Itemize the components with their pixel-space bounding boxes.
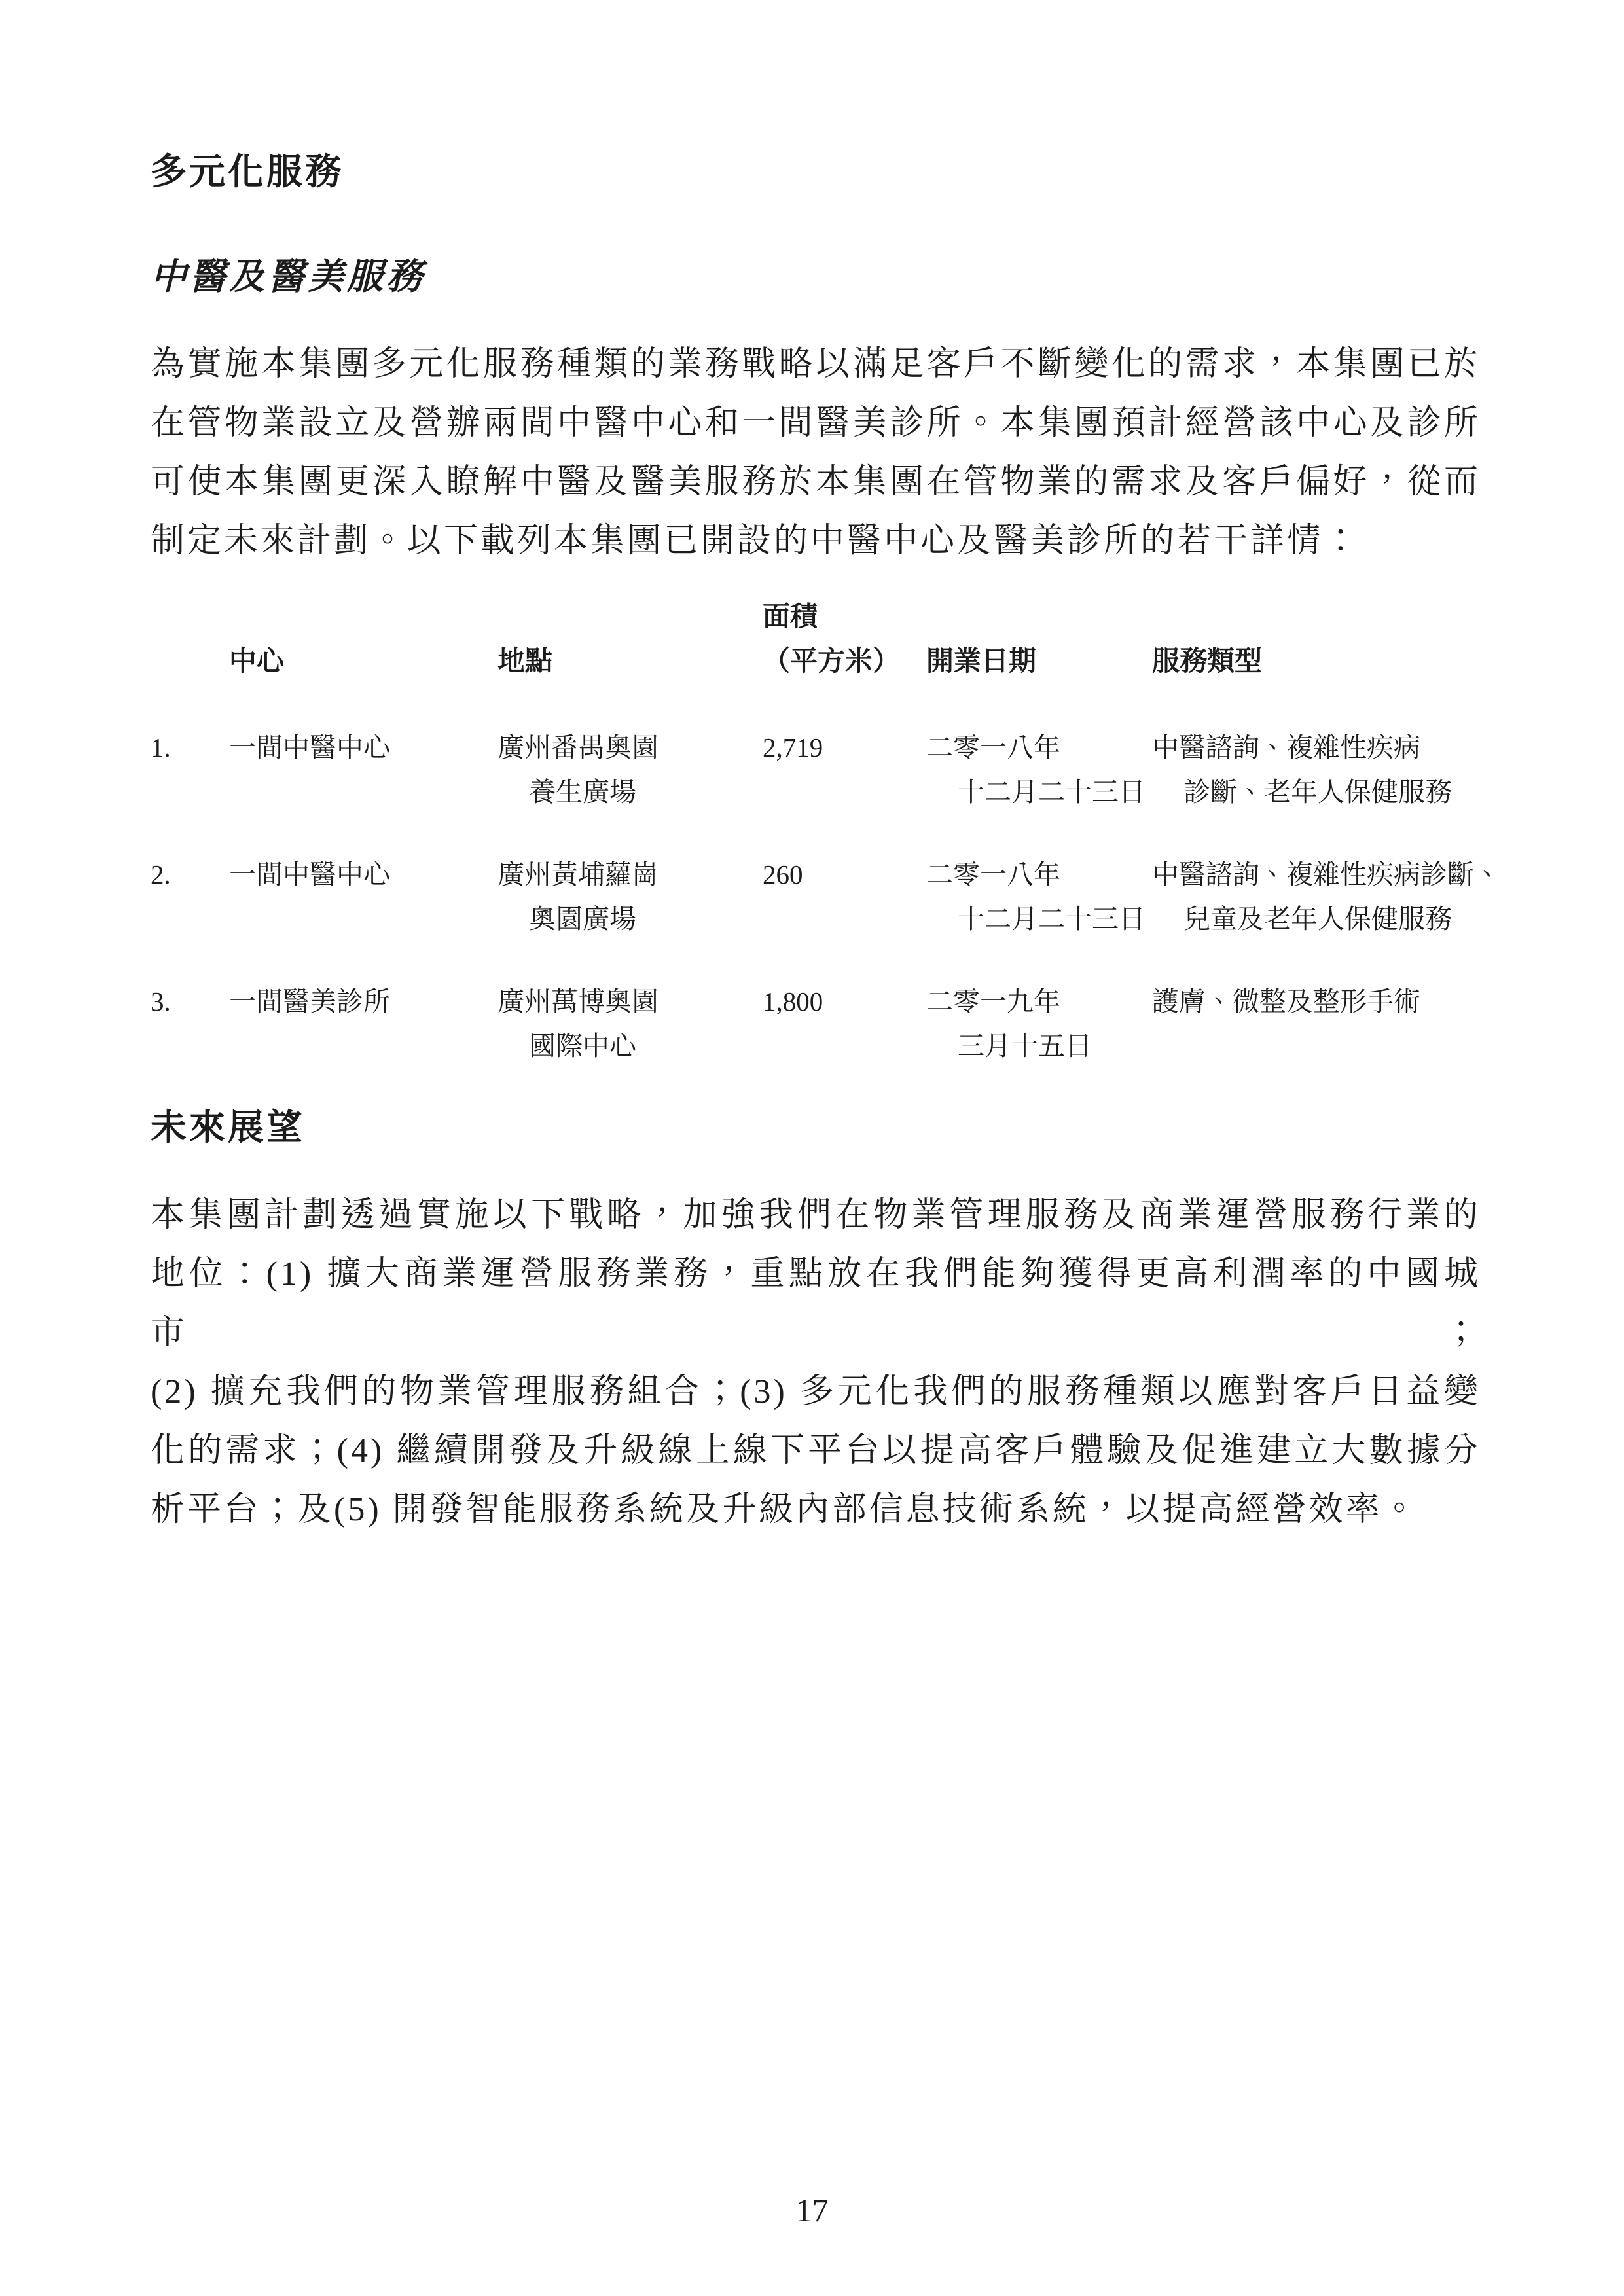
row-location-line-2: 奧園廣場 <box>529 904 636 934</box>
row-location <box>497 852 763 941</box>
row-location-line-2: 養生廣場 <box>529 777 636 807</box>
header-open-date: 開業日期 <box>926 645 1037 676</box>
page-content <box>151 151 1501 1563</box>
intro-paragraph <box>151 335 1481 571</box>
row-services-line-2: 兒童及老年人保健服務 <box>1183 904 1452 934</box>
row-services-line-1: 中醫諮詢、複雜性疾病診斷、 <box>1152 859 1501 889</box>
row-services-line-2: 診斷、老年人保健服務 <box>1183 777 1452 807</box>
row-open-date <box>926 979 1152 1068</box>
row-location-line-1: 廣州黃埔蘿崗 <box>497 859 659 889</box>
header-service-type: 服務類型 <box>1152 645 1263 676</box>
row-services-line-1: 中醫諮詢、複雜性疾病 <box>1152 732 1420 762</box>
outlook-paragraph-line-5: 析平台；及(5) 開發智能服務系統及升級內部信息技術系統，以提高經營效率。 <box>151 1491 1419 1528</box>
row-center: 一間中醫中心 <box>229 859 390 889</box>
row-area: 260 <box>763 859 803 889</box>
table-row <box>151 852 1501 941</box>
row-services-line-1: 護膚、微整及整形手術 <box>1152 986 1420 1016</box>
intro-paragraph-line-1: 為實施本集團多元化服務種類的業務戰略以滿足客戶不斷變化的需求，本集團已於 <box>151 346 1481 383</box>
row-date-line-2: 三月十五日 <box>958 1031 1092 1061</box>
header-area <box>763 594 926 683</box>
row-location-line-1: 廣州番禺奧園 <box>497 732 659 762</box>
row-open-date <box>926 725 1152 814</box>
outlook-paragraph-line-1: 本集團計劃透過實施以下戰略，加強我們在物業管理服務及商業運營服務行業的 <box>151 1196 1481 1234</box>
intro-paragraph-line-3: 可使本集團更深入瞭解中醫及醫美服務於本集團在管物業的需求及客戶偏好，從而 <box>151 463 1481 501</box>
row-center: 一間中醫中心 <box>229 732 390 762</box>
intro-paragraph-line-2: 在管物業設立及營辦兩間中醫中心和一間醫美診所。本集團預計經營該中心及診所 <box>151 404 1481 442</box>
row-open-date <box>926 852 1152 941</box>
row-date-line-1: 二零一八年 <box>926 732 1060 762</box>
outlook-paragraph <box>151 1186 1481 1539</box>
header-area-label: 面積 <box>763 601 818 632</box>
row-location <box>497 979 763 1068</box>
page-number: 17 <box>795 2192 829 2229</box>
centers-table <box>151 594 1501 1068</box>
table-row <box>151 979 1481 1068</box>
row-services <box>1152 979 1481 1024</box>
header-center: 中心 <box>229 645 285 676</box>
header-area-unit: （平方米） <box>763 645 901 676</box>
row-services <box>1152 852 1501 941</box>
row-area: 1,800 <box>763 986 823 1016</box>
subsection-title: 中醫及醫美服務 <box>151 256 426 296</box>
row-area: 2,719 <box>763 732 823 762</box>
table-header-row <box>151 594 1481 683</box>
row-location-line-1: 廣州萬博奧園 <box>497 986 659 1016</box>
table-row <box>151 725 1481 814</box>
row-index: 3. <box>151 986 171 1016</box>
section-title: 多元化服務 <box>151 151 344 192</box>
intro-paragraph-line-4: 制定未來計劃。以下載列本集團已開設的中醫中心及醫美診所的若干詳情： <box>151 522 1361 560</box>
header-location: 地點 <box>497 645 553 676</box>
row-date-line-1: 二零一八年 <box>926 859 1060 889</box>
row-date-line-2: 十二月二十三日 <box>958 904 1146 934</box>
outlook-paragraph-line-2: 地位：(1) 擴大商業運營服務業務，重點放在我們能夠獲得更高利潤率的中國城市； <box>151 1255 1481 1352</box>
row-date-line-2: 十二月二十三日 <box>958 777 1146 807</box>
row-services <box>1152 725 1481 814</box>
row-location-line-2: 國際中心 <box>529 1031 636 1061</box>
outlook-title: 未來展望 <box>151 1107 306 1147</box>
outlook-paragraph-line-4: 化的需求；(4) 繼續開發及升級線上線下平台以提高客戶體驗及促進建立大數據分 <box>151 1432 1481 1469</box>
row-date-line-1: 二零一九年 <box>926 986 1060 1016</box>
outlook-paragraph-line-3: (2) 擴充我們的物業管理服務組合；(3) 多元化我們的服務種類以應對客戶日益變 <box>151 1373 1481 1410</box>
row-location <box>497 725 763 814</box>
row-center: 一間醫美診所 <box>229 986 390 1016</box>
row-index: 2. <box>151 859 171 889</box>
row-index: 1. <box>151 732 171 762</box>
